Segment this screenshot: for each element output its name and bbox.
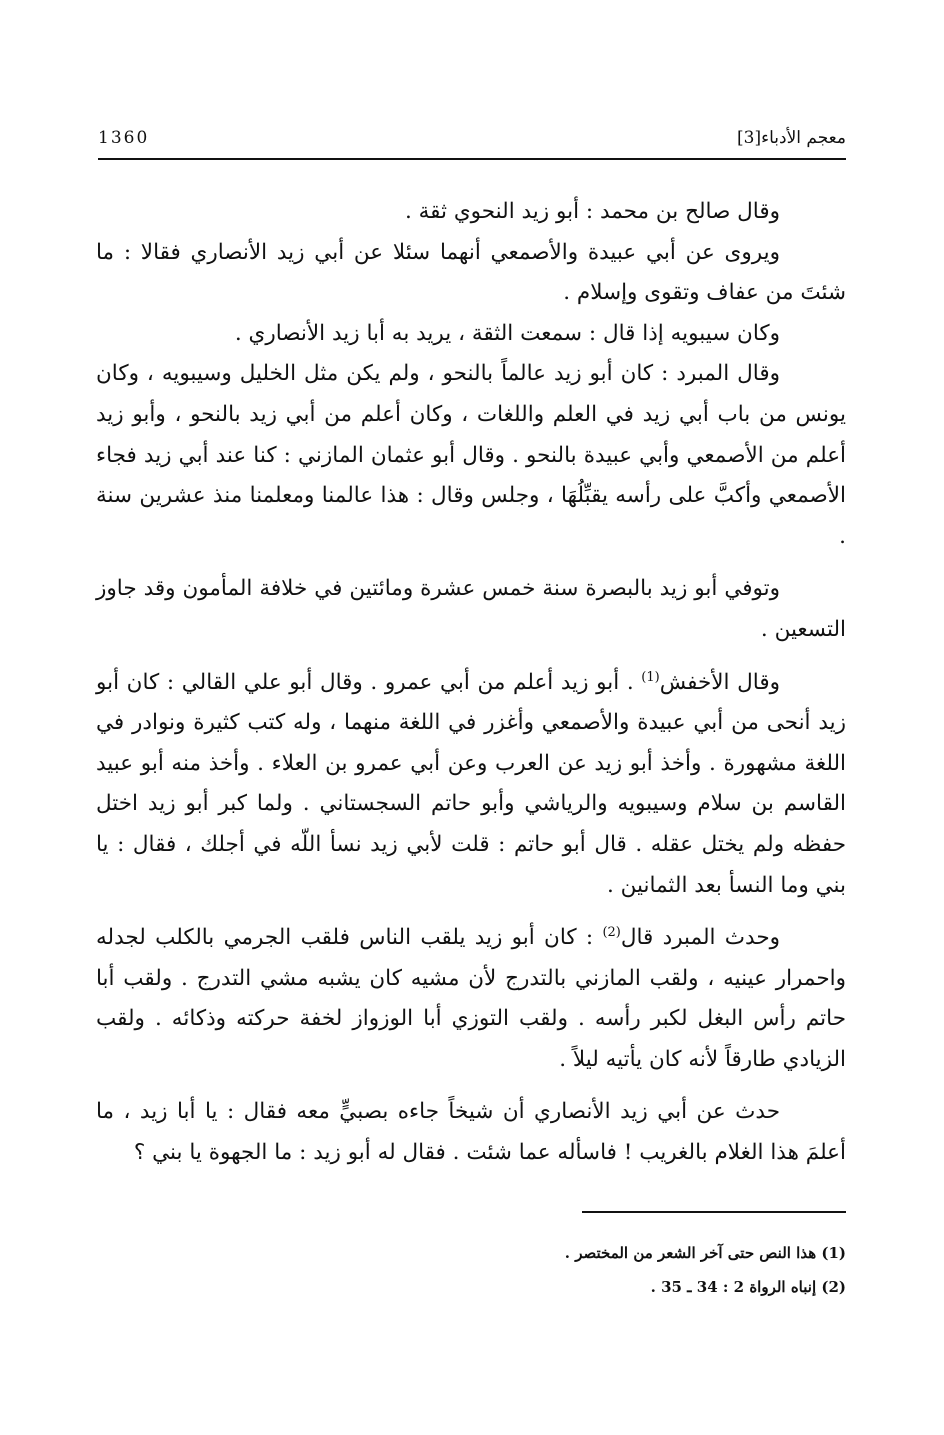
footnote-marker: (1) [641, 669, 660, 685]
footnote-marker: (2) [602, 924, 621, 940]
paragraph: وقال صالح بن محمد : أبو زيد النحوي ثقة . [404, 199, 780, 224]
paragraph: وتوفي أبو زيد بالبصرة سنة خمس عشرة ومائتين في خلافة المأمون وقد جاوز التسعين . [96, 576, 846, 642]
running-title: معجم الأدباء[3] [737, 128, 846, 148]
paragraph-text: وحدث المبرد قال [620, 925, 780, 951]
footnote: (1) هذا النص حتى آخر الشعر من المختصر . [564, 1244, 846, 1262]
paragraph: ويروى عن أبي عبيدة والأصمعي أنهما سئلا عن أبي زيد الأنصاري فقالا : ما شئتَ من عفاف وتقوى وإسلام . [96, 239, 846, 306]
footnote: (2) إنباه الرواة 2 : 34 ـ 35 . [650, 1278, 846, 1296]
paragraph-text: : كان أبو زيد يلقب الناس فلقب الجرمي بالكلب لجدله واحمرار عينيه ، ولقب المازني بالتدرج لأن مشيه كان يشبه مشي التدرج . ولقب أبا حاتم رأس البغل لكبر رأسه . ولقب التوزي أبا الوزواز لخفة حركته وذكائه . ولقب الزيادي طارقاً لأنه كان يأتيه ليلاً . [96, 925, 846, 1072]
paragraph-text: وقال الأخفش [659, 669, 780, 695]
paragraph: حدث عن أبي زيد الأنصاري أن شيخاً جاءه بصبيٍّ معه فقال : يا أبا زيد ، ما أعلمَ هذا الغلام بالغريب ! فاسأله عما شئت . فقال له أبو زيد : ما الجهوة يا بني ؟ [96, 1099, 846, 1166]
page-header [98, 128, 846, 154]
header-divider [98, 158, 846, 160]
footnotes [96, 1236, 846, 1304]
paragraph [96, 663, 846, 907]
footnote-divider [582, 1211, 846, 1213]
paragraph [96, 918, 846, 1080]
paragraph: وقال المبرد : كان أبو زيد عالماً بالنحو ، ولم يكن مثل الخليل وسيبويه ، وكان يونس من باب أبي زيد في العلم واللغات ، وكان أعلم من أبي زيد بالنحو ، وأبو زيد أعلم من الأصمعي وأبي عبيدة بالنحو . وقال أبو عثمان المازني : كنا عند أبي زيد فجاء الأصمعي وأكبَّ على رأسه يقبِّلُهَا ، وجلس وقال : هذا عالمنا ومعلمنا منذ عشرين سنة . [96, 361, 846, 549]
main-text [96, 192, 846, 1174]
page-number: 1360 [98, 128, 150, 148]
paragraph: وكان سيبويه إذا قال : سمعت الثقة ، يريد به أبا زيد الأنصاري . [234, 320, 780, 346]
paragraph-text: . أبو زيد أعلم من أبي عمرو . وقال أبو علي القالي : كان أبو زيد أنحى من أبي عبيدة والأصمعي وأغزر في اللغة منهما ، وله كتب كثيرة ونوادر في اللغة مشهورة . وأخذ أبو زيد عن العرب وعن أبي عمرو بن العلاء . وأخذ منه أبو عبيد القاسم بن سلام وسيبويه والرياشي وأبو حاتم السجستاني . ولما كبر أبو زيد اختل حفظه ولم يختل عقله . قال أبو حاتم : قلت لأبي زيد نسأ اللّه في أجلك ، فقال : يا بني وما النسأ بعد الثمانين . [96, 669, 846, 898]
